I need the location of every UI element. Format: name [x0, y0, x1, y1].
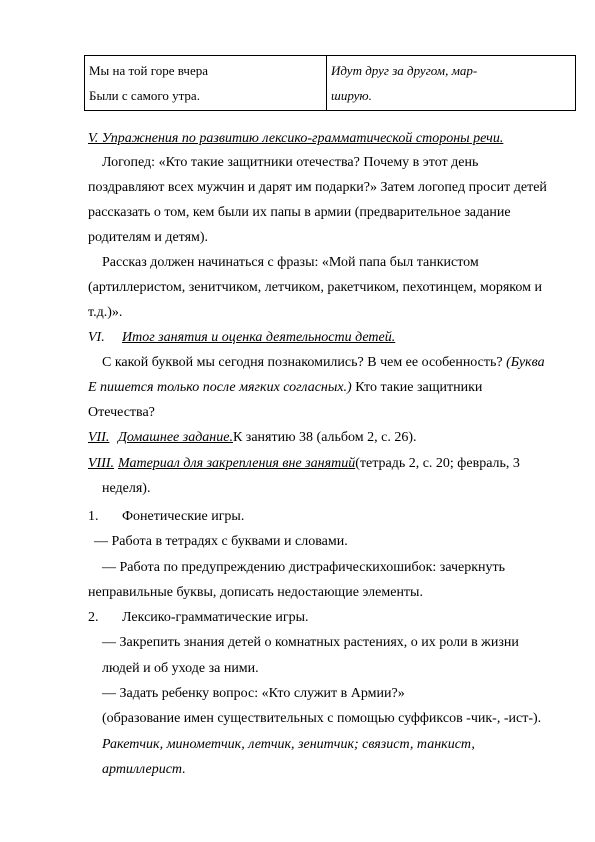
section5-p1-line4: родителям и детям). — [88, 230, 209, 245]
section5-p2-line3: т.д.)». — [88, 305, 123, 320]
section8-heading: Материал для закрепления вне занятий — [118, 456, 356, 471]
section6-line1-text: С какой буквой мы сегодня познакомились? В чем ее особенность? — [102, 355, 507, 370]
list-item2b: — Задать ребенку вопрос: «Кто служит в Армии?» — [102, 686, 405, 701]
list-item1b-line1: — Работа по предупреждению дистрафическихошибок: зачеркнуть — [102, 560, 506, 575]
list-item2d-line1: Ракетчик, минометчик, летчик, зенитчик; связист, танкист, — [102, 737, 475, 752]
poem-left-line-2: Были с самого утра. — [89, 88, 200, 103]
section5-p1-line2: поздравляют всех мужчин и дарят им подарки?» Затем логопед просит детей — [88, 180, 547, 195]
poem-right-line-1: Идут друг за другом, мар- — [331, 63, 478, 78]
poem-left-line-1: Мы на той горе вчера — [89, 63, 208, 78]
section6-line1 — [102, 354, 545, 372]
section8-number: VIII. — [88, 456, 115, 471]
section5-heading: V. Упражнения по развитию лексико-грамматической стороны речи. — [88, 131, 504, 146]
section8-line2: неделя). — [102, 481, 151, 496]
section6-line2-text: Кто такие защитники — [351, 380, 483, 395]
section7-line — [118, 429, 417, 447]
list-item1: Фонетические игры. — [122, 509, 245, 524]
list-item2d-line2: артиллерист. — [102, 762, 186, 777]
list-item1a: — Работа в тетрадях с буквами и словами. — [94, 534, 348, 549]
section6-line3: Отечества? — [88, 405, 155, 420]
section5-p2-line2: (артиллеристом, зенитчиком, летчиком, ракетчиком, пехотинцем, моряком и — [88, 280, 542, 295]
section6-line2-italic: Е пишется только после мягких согласных.) — [88, 380, 352, 395]
section6-number: VI. — [88, 330, 105, 345]
list-item1-number: 1. — [88, 509, 99, 524]
list-item2a-line1: — Закрепить знания детей о комнатных растениях, о их роли в жизни — [102, 635, 519, 650]
poem-left-cell — [85, 56, 327, 111]
section7-heading: Домашнее задание. — [118, 430, 233, 445]
section8-text: (тетрадь 2, с. 20; февраль, 3 — [355, 456, 520, 471]
list-item1b-line2: неправильные буквы, дописать недостающие элементы. — [88, 585, 423, 600]
section7-number: VII. — [88, 430, 110, 445]
section6-line1-italic: (Буква — [506, 355, 545, 370]
list-item2a-line2: людей и об уходе за ними. — [102, 661, 259, 676]
section5-p2-line1: Рассказ должен начинаться с фразы: «Мой папа был танкистом — [102, 255, 479, 270]
list-item2-number: 2. — [88, 610, 99, 625]
poem-table — [84, 55, 576, 111]
list-item2: Лексико-грамматические игры. — [122, 610, 309, 625]
section5-p1-line1: Логопед: «Кто такие защитники отечества? Почему в этот день — [102, 155, 479, 170]
section8-line — [118, 455, 520, 473]
section6-heading: Итог занятия и оценка деятельности детей. — [122, 330, 396, 345]
poem-right-cell — [327, 56, 576, 111]
section5-p1-line3: рассказать о том, кем были их папы в армии (предварительное задание — [88, 205, 511, 220]
section7-text: К занятию 38 (альбом 2, с. 26). — [232, 430, 417, 445]
list-item2c: (образование имен существительных с помощью суффиксов -чик-, -ист-). — [102, 711, 542, 726]
poem-right-line-2: ширую. — [331, 88, 372, 103]
section6-line2 — [88, 379, 482, 397]
